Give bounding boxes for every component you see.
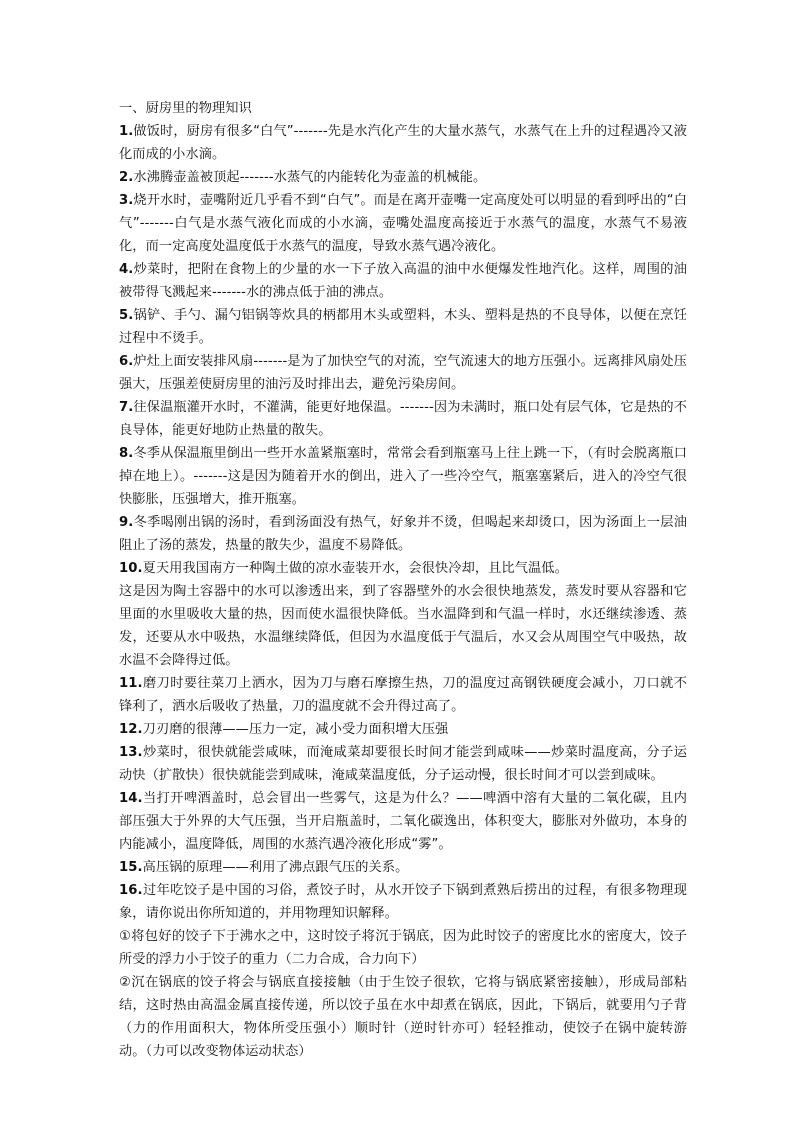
item-4 <box>119 258 687 304</box>
item-10 <box>119 557 687 580</box>
item-number: 10. <box>119 561 143 576</box>
item-number: 16. <box>119 883 143 898</box>
item-2 <box>119 166 687 189</box>
item-text: 往保温瓶灌开水时，不灌满，能更好地保温。-------因为未满时，瓶口处有层气体，它是热的不良导体，能更好地防止热量的散失。 <box>119 400 687 438</box>
item-text: 磨刀时要往菜刀上洒水，因为刀与磨石摩擦生热，刀的温度过高钢铁硬度会减小，刀口就不锋利了，洒水后吸收了热量，刀的温度就不会升得过高了。 <box>119 676 687 714</box>
item-16 <box>119 879 687 925</box>
item-text: 水沸腾壶盖被顶起-------水蒸气的内能转化为壶盖的机械能。 <box>133 170 487 185</box>
item-5 <box>119 304 687 350</box>
item-number: 11. <box>119 676 143 691</box>
item-12 <box>119 718 687 741</box>
item-text: 夏天用我国南方一种陶土做的凉水壶装开水，会很快冷却，且比气温低。 <box>142 561 568 576</box>
document-page <box>119 97 687 1063</box>
item-text: 刀刃磨的很薄——压力一定，减小受力面积增大压强 <box>142 722 449 737</box>
item-text: 炉灶上面安装排风扇-------是为了加快空气的对流，空气流速大的地方压强小。远离排风扇处压强大，压强差使厨房里的油污及时排出去，避免污染房间。 <box>119 354 687 392</box>
item-number: 5. <box>119 308 134 323</box>
item-number: 7. <box>119 400 134 415</box>
item-number: 1. <box>119 124 134 139</box>
item-text: 锅铲、手勺、漏勺铝锅等炊具的柄都用木头或塑料，木头、塑料是热的不良导体，以便在烹饪过程中不烫手。 <box>119 308 687 346</box>
item-6 <box>119 350 687 396</box>
item-number: 12. <box>119 722 143 737</box>
section-heading: 一、厨房里的物理知识 <box>119 101 252 116</box>
item-15 <box>119 856 687 879</box>
item-7 <box>119 396 687 442</box>
item-number: 6. <box>119 354 134 369</box>
item-text: 冬季从保温瓶里倒出一些开水盖紧瓶塞时，常常会看到瓶塞马上往上跳一下，（有时会脱离瓶口掉在地上）。-------这是因为随着开水的倒出，进入了一些冷空气，瓶塞塞紧后，进入的冷空气很快膨胀，压强增大，推开瓶塞。 <box>119 446 687 507</box>
item-8 <box>119 442 687 511</box>
item-text: 冬季喝刚出锅的汤时，看到汤面没有热气，好象并不烫，但喝起来却烫口，因为汤面上一层油阻止了汤的蒸发，热量的散失少，温度不易降低。 <box>119 515 687 553</box>
item-text: 烧开水时，壶嘴附近几乎看不到“白气”。而是在离开壶嘴一定高度处可以明显的看到呼出的“白气”-------白气是水蒸气液化而成的小水滴，壶嘴处温度高接近于水蒸气的温度，水蒸气不易液化，而一定高度处温度低于水蒸气的温度，导致水蒸气遇冷液化。 <box>119 193 687 254</box>
item-16-answer-1: ①将包好的饺子下于沸水之中，这时饺子将沉于锅底，因为此时饺子的密度比水的密度大，饺子所受的浮力小于饺子的重力（二力合成，合力向下） <box>119 929 687 967</box>
item-text: 过年吃饺子是中国的习俗，煮饺子时，从水开饺子下锅到煮熟后捞出的过程，有很多物理现象，请你说出你所知道的，并用物理知识解释。 <box>119 883 687 921</box>
item-number: 8. <box>119 446 134 461</box>
item-number: 4. <box>119 262 134 277</box>
item-number: 9. <box>119 515 134 530</box>
item-number: 14. <box>119 791 143 806</box>
item-number: 15. <box>119 860 143 875</box>
item-text: 炒菜时，把附在食物上的少量的水一下子放入高温的油中水便爆发性地汽化。这样，周围的油被带得飞溅起来-------水的沸点低于油的沸点。 <box>119 262 687 300</box>
item-11 <box>119 672 687 718</box>
item-text: 高压锅的原理——利用了沸点跟气压的关系。 <box>142 860 409 875</box>
item-10-explanation: 这是因为陶土容器中的水可以渗透出来，到了容器壁外的水会很快地蒸发，蒸发时要从容器和它里面的水里吸收大量的热，因而使水温很快降低。当水温降到和气温一样时，水还继续渗透、蒸发，还要从水中吸热，水温继续降低，但因为水温度低于气温后，水又会从周围空气中吸热，故水温不会降得过低。 <box>119 584 687 668</box>
item-number: 3. <box>119 193 134 208</box>
item-text: 做饭时，厨房有很多“白气”-------先是水汽化产生的大量水蒸气，水蒸气在上升的过程遇冷又液化而成的小水滴。 <box>119 124 687 162</box>
item-13 <box>119 741 687 787</box>
item-number: 13. <box>119 745 143 760</box>
item-text: 当打开啤酒盖时，总会冒出一些雾气，这是为什么？——啤酒中溶有大量的二氧化碳，且内部压强大于外界的大气压强，当开启瓶盖时，二氧化碳逸出，体积变大，膨胀对外做功，本身的内能减小，温度降低，周围的水蒸汽遇冷液化形成“雾”。 <box>119 791 687 852</box>
item-number: 2. <box>119 170 134 185</box>
item-text: 炒菜时，很快就能尝咸味，而淹咸菜却要很长时间才能尝到咸味——炒菜时温度高，分子运动快（扩散快）很快就能尝到咸味，淹咸菜温度低，分子运动慢，很长时间才可以尝到咸味。 <box>119 745 687 783</box>
item-16-answer-2: ②沉在锅底的饺子将会与锅底直接接触（由于生饺子很软，它将与锅底紧密接触），形成局部粘结，这时热由高温金属直接传递，所以饺子虽在水中却煮在锅底，因此，下锅后，就要用勺子背（力的作用面积大，物体所受压强小）顺时针（逆时针亦可）轻轻推动，使饺子在锅中旋转游动。（力可以改变物体运动状态） <box>119 975 687 1059</box>
item-9 <box>119 511 687 557</box>
item-1 <box>119 120 687 166</box>
item-3 <box>119 189 687 258</box>
item-14 <box>119 787 687 856</box>
